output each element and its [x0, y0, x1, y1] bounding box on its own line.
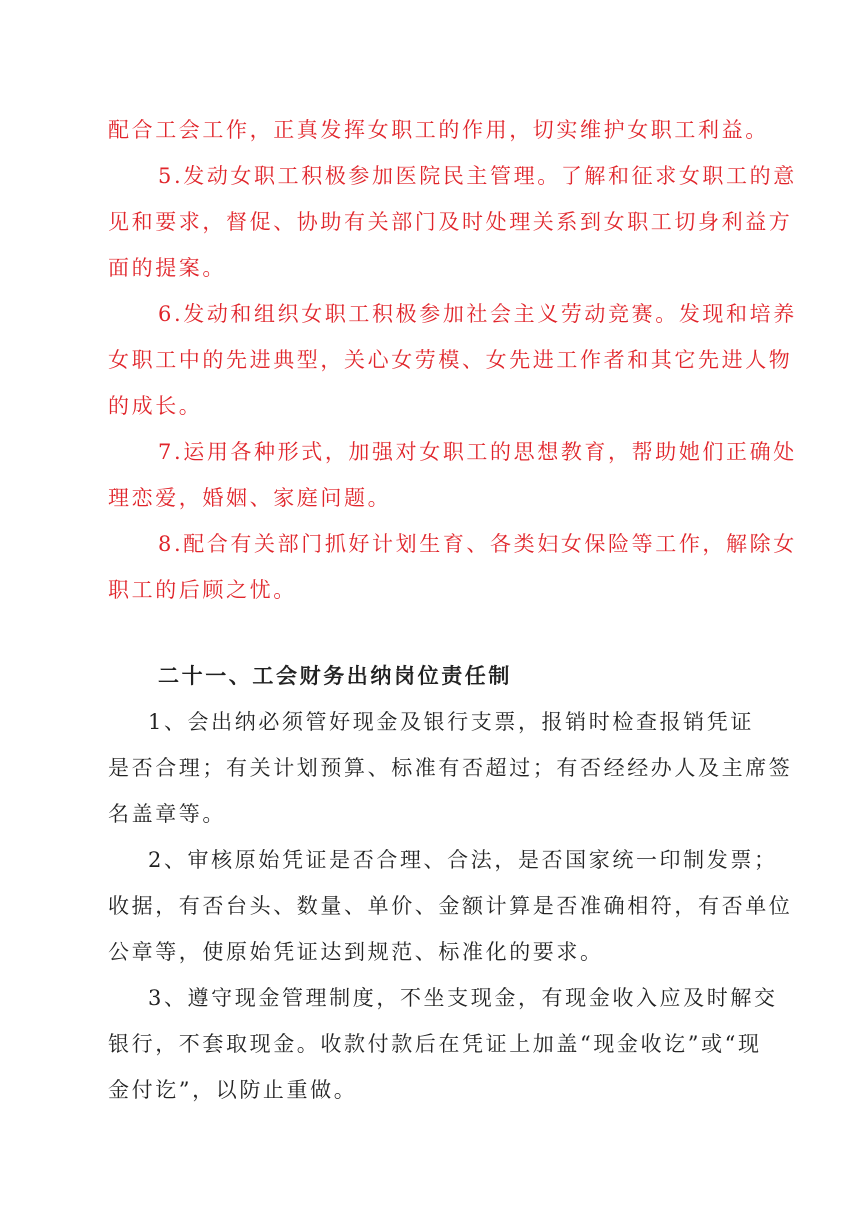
clause-1-line-2: 是否合理；有关计划预算、标准有否超过；有否经经办人及主席签 [108, 756, 793, 780]
clause-2-line-3: 公章等，使原始凭证达到规范、标准化的要求。 [108, 940, 604, 964]
clause-2-line-2: 收据，有否台头、数量、单价、金额计算是否准确相符，有否单位 [108, 894, 793, 918]
cashier-duties-text [108, 699, 793, 1113]
item-7-line-1: 7.运用各种形式，加强对女职工的思想教育，帮助她们正确处 [158, 440, 797, 464]
clause-3-line-1: 3、遵守现金管理制度，不坐支现金，有现金收入应及时解交 [148, 986, 778, 1010]
paragraph-line: 配合工会工作，正真发挥女职工的作用，切实维护女职工利益。 [108, 118, 769, 142]
item-5-line-3: 面的提案。 [108, 256, 226, 280]
item-5-line-1: 5.发动女职工积极参加医院民主管理。了解和征求女职工的意 [158, 164, 797, 188]
clause-3-line-2: 银行，不套取现金。收款付款后在凭证上加盖“现金收讫”或“现 [108, 1032, 762, 1056]
clause-1-line-1: 1、会出纳必须管好现金及银行支票，报销时检查报销凭证 [148, 710, 754, 734]
clause-1-line-3: 名盖章等。 [108, 802, 226, 826]
women-workers-duties-text [108, 107, 797, 613]
item-8-line-1: 8.配合有关部门抓好计划生育、各类妇女保险等工作，解除女 [158, 532, 797, 556]
item-6-line-2: 女职工中的先进典型，关心女劳模、女先进工作者和其它先进人物 [108, 348, 793, 372]
item-8-line-2: 职工的后顾之忧。 [108, 578, 297, 602]
clause-2-line-1: 2、审核原始凭证是否合理、合法，是否国家统一印制发票； [148, 848, 778, 872]
item-6-line-3: 的成长。 [108, 394, 203, 418]
clause-3-line-3: 金付讫”，以防止重做。 [108, 1078, 358, 1102]
item-6-line-1: 6.发动和组织女职工积极参加社会主义劳动竞赛。发现和培养 [158, 302, 797, 326]
item-5-line-2: 见和要求，督促、协助有关部门及时处理关系到女职工切身利益方 [108, 210, 793, 234]
item-7-line-2: 理恋爱，婚姻、家庭问题。 [108, 486, 392, 510]
section-heading: 二十一、工会财务出纳岗位责任制 [158, 664, 512, 688]
